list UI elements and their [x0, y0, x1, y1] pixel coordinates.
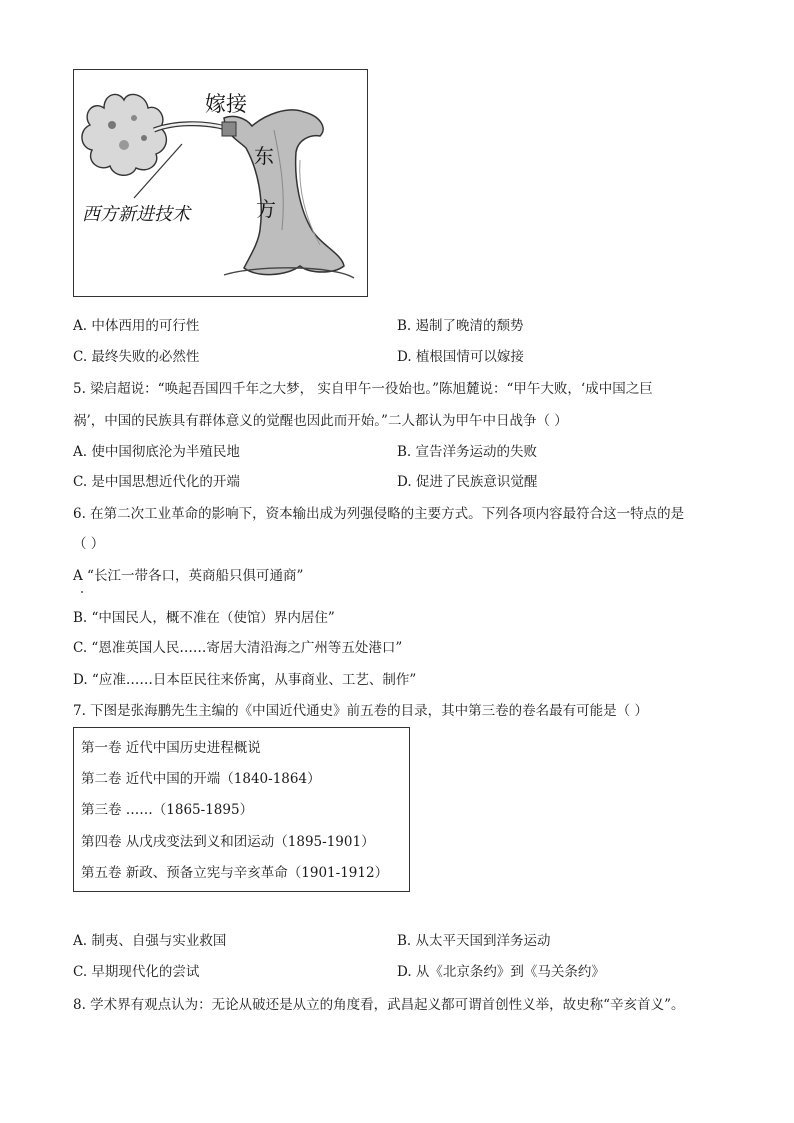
- catalog-row-2: 第二卷 近代中国的开端（1840-1864）: [81, 771, 321, 787]
- q6-option-b: B. “中国民人，概不准在（使馆）界内居住”: [73, 610, 335, 626]
- west-tech-label: 西方新进技术: [82, 204, 190, 225]
- q7-option-d: D. 从《北京条约》到《马关条约》: [397, 964, 605, 980]
- q7-stem-line1: 7. 下图是张海鹏先生主编的《中国近代通史》前五卷的目录，其中第三卷的卷名最有可能是（ ）: [73, 703, 648, 719]
- east-char-2: 方: [256, 197, 276, 221]
- q7-option-b: B. 从太平天国到洋务运动: [397, 933, 551, 949]
- q5-option-c: C. 是中国思想近代化的开端: [73, 474, 240, 490]
- q7-option-c: C. 早期现代化的尝试: [73, 964, 200, 980]
- q4-option-a: A. 中体西用的可行性: [73, 318, 200, 334]
- q5-stem-line1: 5. 梁启超说：“唤起吾国四千年之大梦， 实自甲午一役始也。”陈旭麓说：“甲午大败，‘成中国之巨: [73, 381, 653, 397]
- q4-option-c: C. 最终失败的必然性: [73, 349, 200, 365]
- q7-option-a: A. 制夷、自强与实业救国: [73, 933, 227, 949]
- grafting-illustration: [73, 69, 368, 297]
- catalog-row-3: 第三卷 ……（1865-1895）: [81, 802, 254, 818]
- graft-label: 嫁接: [205, 92, 247, 116]
- q5-stem-line2: 祸’，中国的民族具有群体意义的觉醒也因此而开始。”二人都认为甲午中日战争（ ）: [73, 413, 568, 429]
- q6-option-d: D. “应准……日本臣民往来侨寓，从事商业、工艺、制作”: [73, 672, 417, 688]
- eastern-tree-trunk: [224, 110, 344, 275]
- east-char-1: 东: [254, 144, 274, 168]
- q4-option-d: D. 植根国情可以嫁接: [397, 349, 524, 365]
- stray-dot: [81, 591, 83, 593]
- catalog-row-4: 第四卷 从戊戌变法到义和团运动（1895-1901）: [81, 834, 375, 850]
- q4-option-b: B. 遏制了晚清的颓势: [397, 318, 524, 334]
- q8-stem-line1: 8. 学术界有观点认为：无论从破还是从立的角度看，武昌起义都可谓首创性义举，故史称“辛亥首义”。: [73, 997, 685, 1013]
- catalog-table: [73, 727, 410, 892]
- q6-option-a: A “长江一带各口，英商船只俱可通商”: [73, 568, 304, 584]
- q5-option-b: B. 宣告洋务运动的失败: [397, 444, 538, 460]
- q5-option-a: A. 使中国彻底沦为半殖民地: [73, 444, 240, 460]
- western-tech-blob: [82, 94, 166, 175]
- q6-stem-line1: 6. 在第二次工业革命的影响下，资本输出成为列强侵略的主要方式。下列各项内容最符合这一特点的是: [73, 506, 685, 522]
- catalog-row-1: 第一卷 近代中国历史进程概说: [81, 740, 261, 756]
- q6-option-c: C. “恩准英国人民……寄居大清沿海之广州等五处港口”: [73, 640, 403, 656]
- q5-option-d: D. 促进了民族意识觉醒: [397, 474, 538, 490]
- catalog-row-5: 第五卷 新政、预备立宪与辛亥革命（1901-1912）: [81, 865, 389, 881]
- q6-stem-line2: （ ）: [73, 536, 105, 552]
